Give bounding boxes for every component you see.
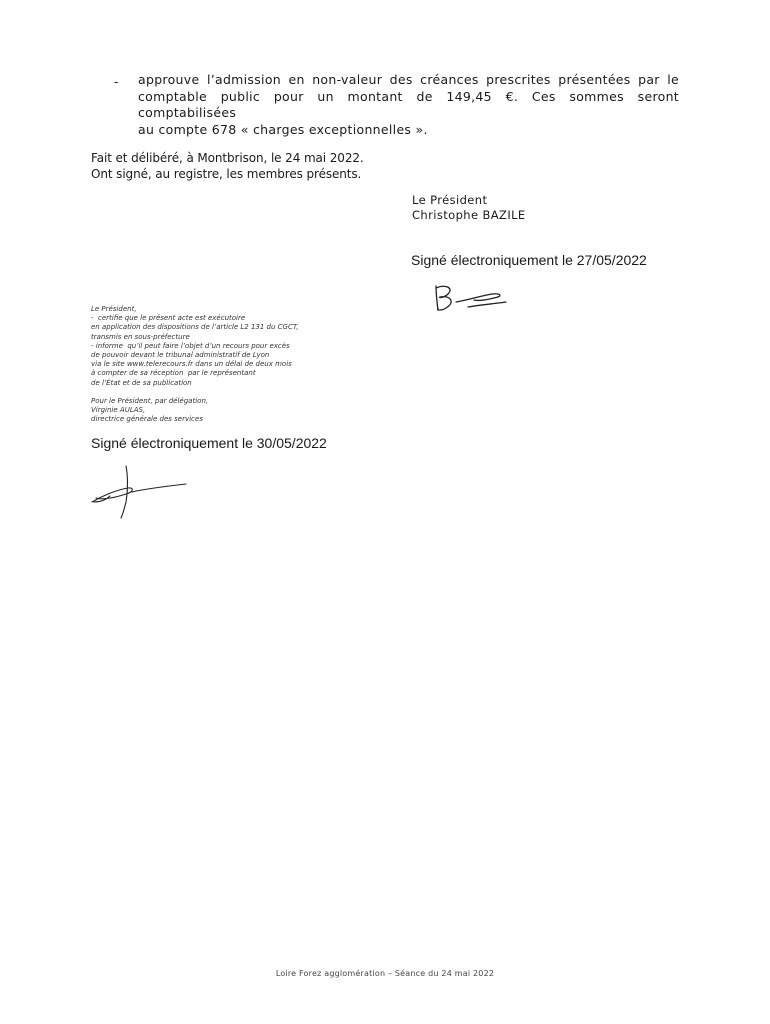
bullet-line: comptable public pour un montant de 149,45 €. Ces sommes seront comptabilisées: [138, 88, 679, 120]
deliberation-line: Fait et délibéré, à Montbrison, le 24 mai 2022.: [91, 151, 364, 165]
note-line: transmis en sous-préfecture: [91, 332, 190, 341]
bullet-line: au compte 678 « charges exceptionnelles ».: [138, 121, 428, 137]
note-line: - informe qu’il peut faire l’objet d’un recours pour excès: [91, 341, 290, 350]
note-line: à compter de sa réception par le représentant: [91, 369, 256, 378]
delegation-line: Pour le Président, par délégation,: [91, 396, 209, 405]
note-line: de pouvoir devant le tribunal administratif de Lyon: [91, 351, 270, 360]
dgs-signed-date: Signé électroniquement le 30/05/2022: [91, 435, 327, 451]
president-block: [412, 193, 526, 223]
president-title: Le Président: [412, 193, 488, 207]
delegation-line: Virginie AULAS,: [91, 406, 146, 415]
president-name: Christophe BAZILE: [412, 208, 526, 222]
note-line: en application des dispositions de l’article L2 131 du CGCT,: [91, 323, 299, 332]
president-signature-image: [428, 280, 512, 320]
bullet-dash: -: [114, 74, 119, 89]
note-spacer: [91, 388, 299, 397]
note-line: via le site www.telerecours.fr dans un délai de deux mois: [91, 360, 292, 369]
certification-note: [91, 305, 299, 424]
page-footer: Loire Forez agglomération – Séance du 24 mai 2022: [275, 969, 495, 978]
note-line: Le Président,: [91, 305, 137, 313]
delegation-line: directrice générale des services: [91, 415, 203, 424]
deliberation-block: [91, 150, 364, 182]
deliberation-line: Ont signé, au registre, les membres présents.: [91, 167, 362, 181]
note-line: - certifie que le présent acte est exécutoire: [91, 314, 246, 323]
dgs-signature-image: [88, 462, 192, 522]
bullet-line: approuve l’admission en non-valeur des créances prescrites présentées par le: [138, 72, 679, 87]
note-line: de l’État et de sa publication: [91, 378, 192, 387]
president-signed-date: Signé électroniquement le 27/05/2022: [411, 252, 647, 268]
bullet-paragraph: [138, 72, 679, 138]
